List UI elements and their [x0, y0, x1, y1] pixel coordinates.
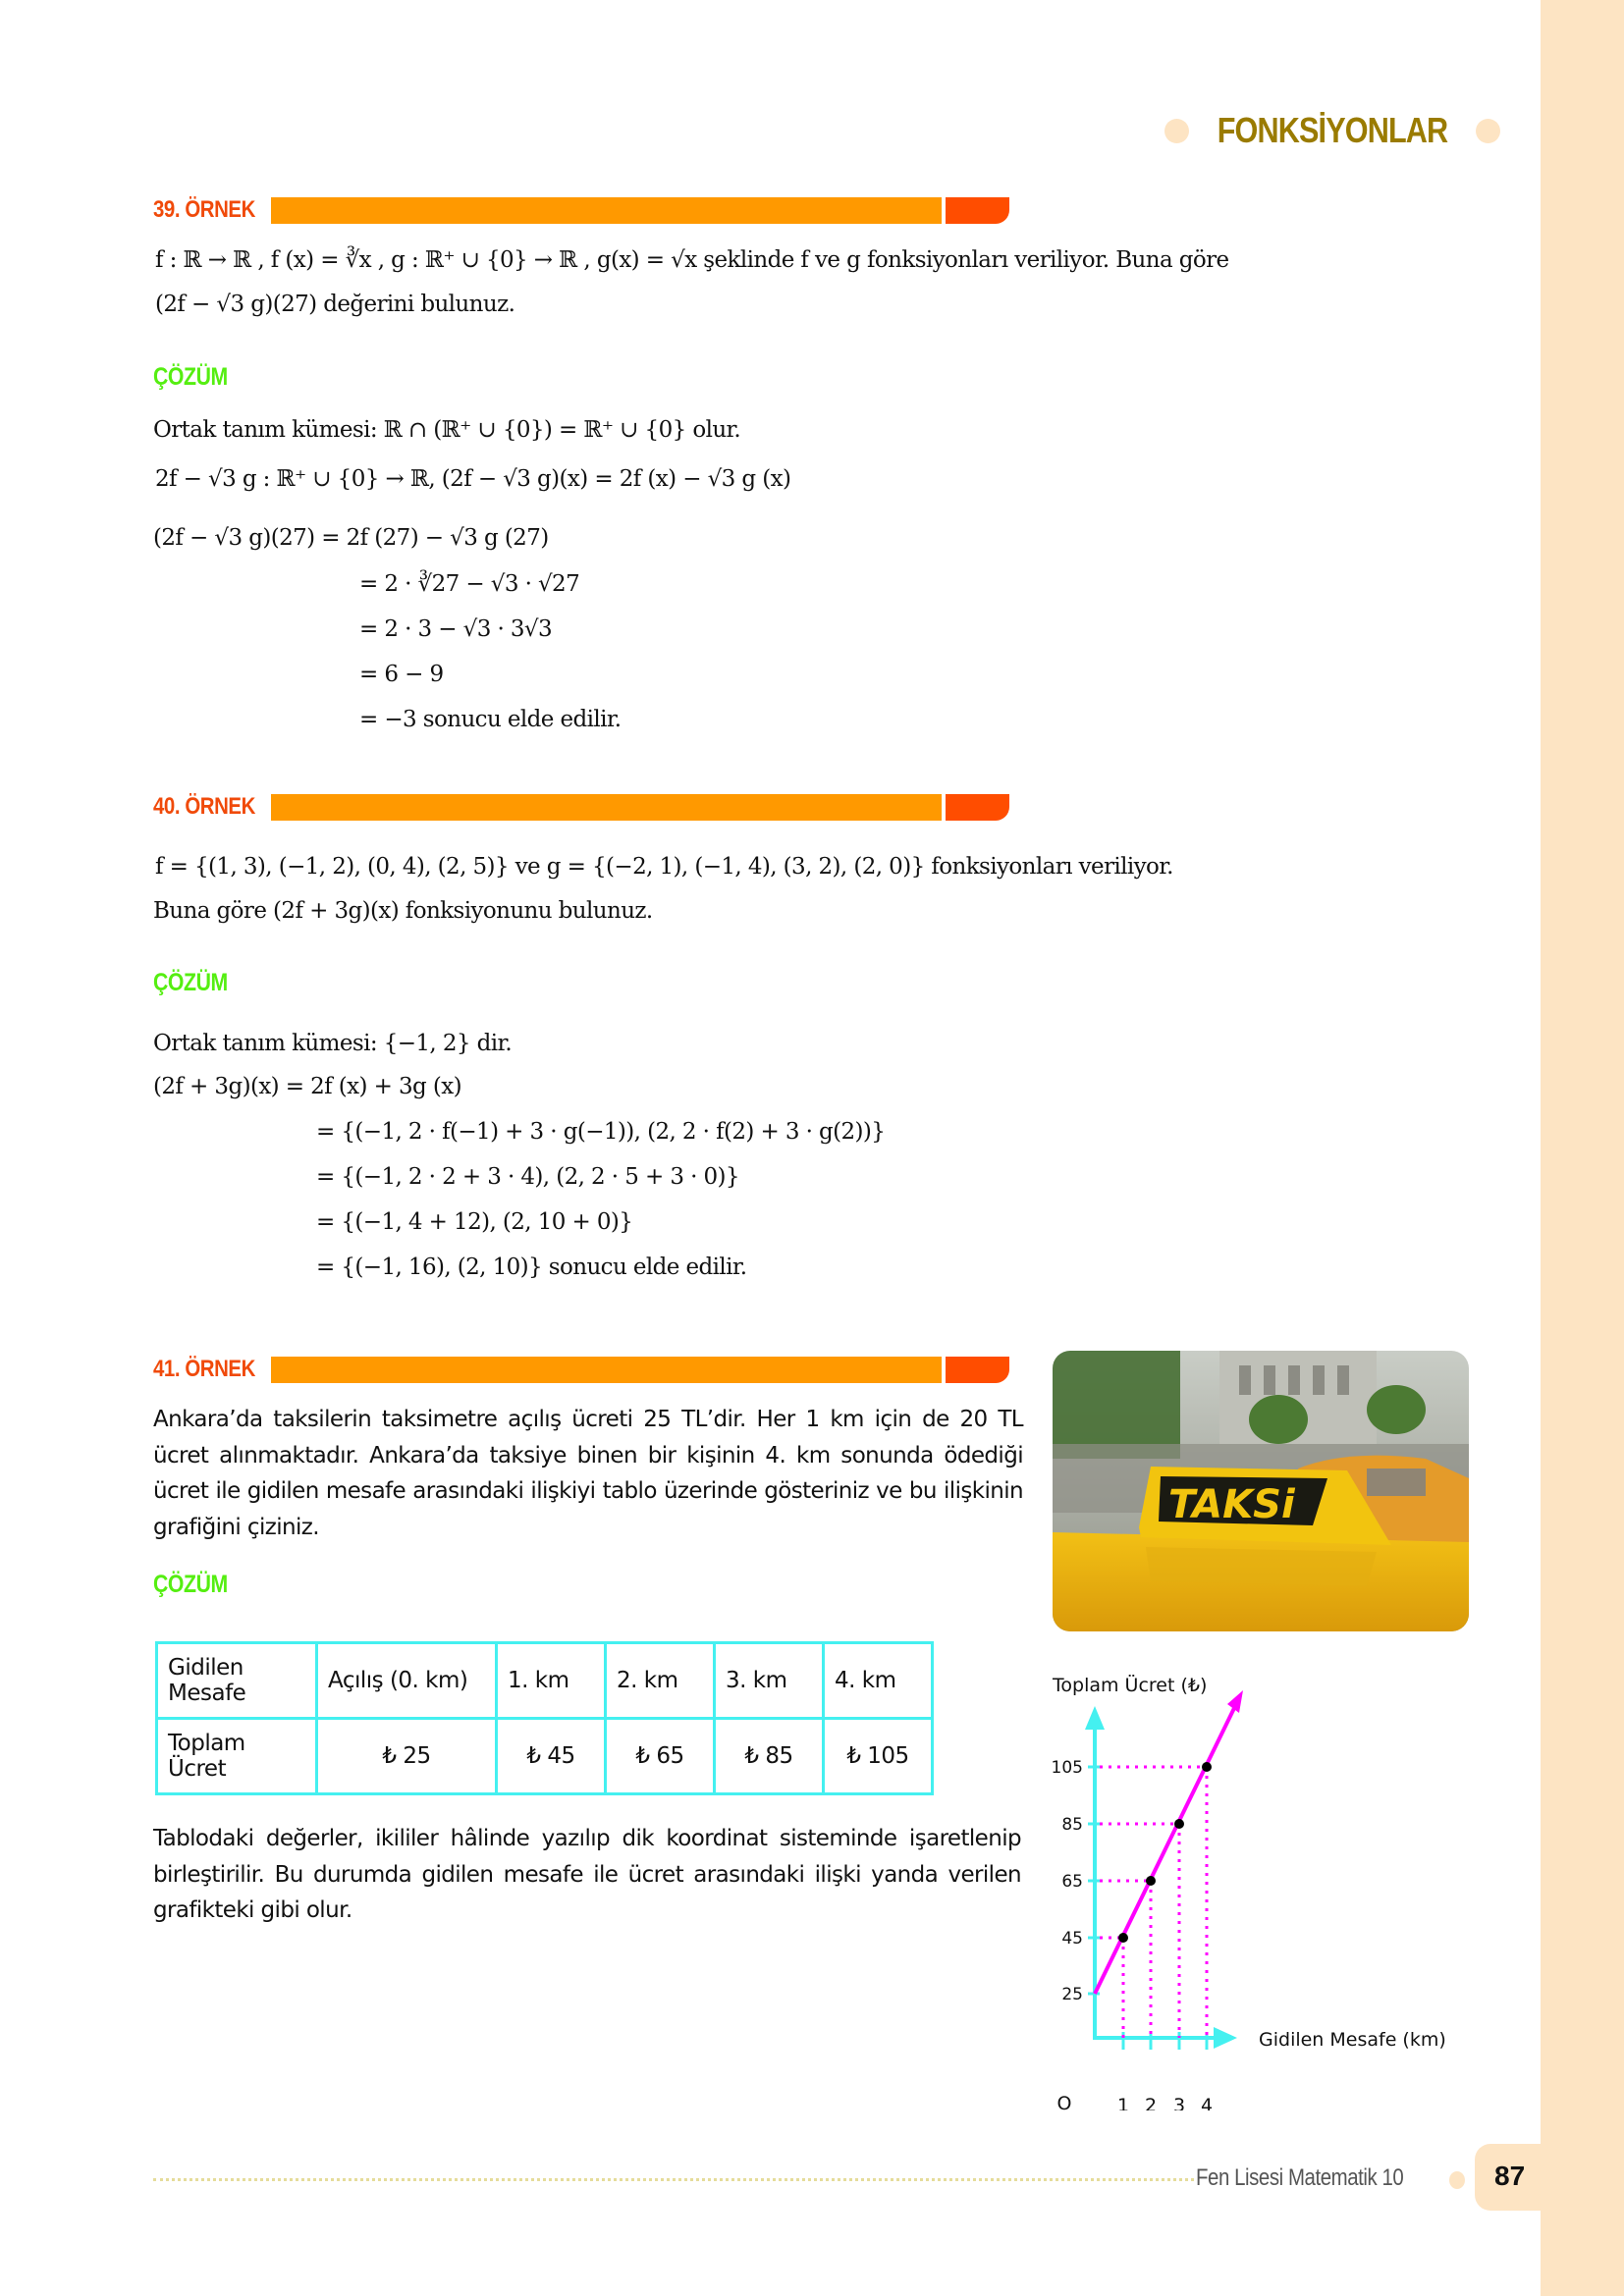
solution-line: Ortak tanım kümesi: ℝ ∩ (ℝ⁺ ∪ {0}) = ℝ⁺ ∪ {0} olur.	[153, 417, 741, 443]
solution-line: (2f − √3 g)(27) = 2f (27) − √3 g (27)	[153, 525, 549, 551]
table-cell: ₺ 105	[824, 1719, 933, 1794]
solution-label: ÇÖZÜM	[153, 363, 228, 391]
solution-line: 2f − √3 g : ℝ⁺ ∪ {0} → ℝ, (2f − √3 g)(x) = 2f (x) − √3 g (x)	[155, 466, 791, 492]
example-label: 41. ÖRNEK	[153, 1356, 255, 1382]
example-40-question-line1: f = {(1, 3), (−1, 2), (0, 4), (2, 5)} ve g = {(−2, 1), (−1, 4), (3, 2), (2, 0)} fonksiyonları veriliyor.	[155, 854, 1173, 880]
svg-text:4: 4	[1200, 2095, 1214, 2110]
solution-line: = {(−1, 4 + 12), (2, 10 + 0)}	[316, 1209, 633, 1235]
solution-line: = 2 · 3 − √3 · 3√3	[359, 616, 553, 642]
row-header: Gidilen Mesafe	[157, 1643, 317, 1719]
chapter-title: FONKSİYONLAR	[1217, 110, 1448, 150]
solution-line: = {(−1, 2 · f(−1) + 3 · g(−1)), (2, 2 · f(2) + 3 · g(2))}	[316, 1119, 886, 1145]
svg-text:O: O	[1056, 2093, 1072, 2110]
example-label: 39. ÖRNEK	[153, 196, 255, 223]
page-number: 87	[1494, 2161, 1526, 2191]
row-header: Toplam Ücret	[157, 1719, 317, 1794]
solution-line: (2f + 3g)(x) = 2f (x) + 3g (x)	[153, 1074, 462, 1099]
example-label: 40. ÖRNEK	[153, 793, 255, 820]
svg-text:1: 1	[1116, 2095, 1130, 2110]
bullet-dot-icon	[1164, 119, 1189, 143]
svg-text:85: 85	[1061, 1815, 1083, 1835]
example-41-question: Ankara’da taksilerin taksimetre açılış ücreti 25 TL’dir. Her 1 km için de 20 TL ücret alınmaktadır. Ankara’da taksiye binen bir kişinin 4. km sonunda ödediği ücret ile gidilen mesafe arasındaki ilişkiyi tablo üzerinde gösteriniz ve bu ilişkinin grafiğini çiziniz.	[153, 1407, 1023, 1540]
solution-label: ÇÖZÜM	[153, 969, 228, 996]
table-cell: ₺ 85	[715, 1719, 824, 1794]
solution-label: ÇÖZÜM	[153, 1571, 228, 1598]
svg-text:TAKSi: TAKSi	[1168, 1482, 1295, 1527]
table-cell: ₺ 65	[606, 1719, 715, 1794]
svg-text:45: 45	[1061, 1929, 1083, 1949]
solution-line: = {(−1, 16), (2, 10)} sonucu elde edilir.	[316, 1255, 747, 1280]
line-arrow-icon	[1227, 1690, 1243, 1713]
table-cell: ₺ 45	[497, 1719, 606, 1794]
example-40-header	[153, 792, 1009, 822]
y-axis-arrow-icon	[1085, 1706, 1105, 1730]
table-row	[157, 1643, 933, 1719]
solution-line: = 6 − 9	[359, 662, 444, 687]
table-cell: 2. km	[606, 1643, 715, 1719]
book-title: Fen Lisesi Matematik 10	[1196, 2164, 1404, 2191]
y-axis-label: Toplam Ücret (₺)	[1053, 1675, 1208, 1696]
bullet-dot-icon	[1476, 119, 1500, 143]
solution-line: = −3 sonucu elde edilir.	[359, 707, 622, 732]
taxi-photo	[1053, 1351, 1469, 1631]
header-bar-end	[946, 197, 1009, 224]
solution-line: = {(−1, 2 · 2 + 3 · 4), (2, 2 · 5 + 3 · 0)}	[316, 1164, 739, 1190]
fare-distance-graph	[1041, 1659, 1473, 2110]
svg-text:105: 105	[1051, 1758, 1083, 1778]
header-bar	[271, 1357, 942, 1383]
x-axis-label: Gidilen Mesafe (km)	[1259, 2029, 1446, 2051]
example-39-question-line2: (2f − √3 g)(27) değerini bulunuz.	[155, 292, 515, 317]
solution-line: = 2 · ∛27 − √3 · √27	[359, 571, 580, 597]
table-cell: Açılış (0. km)	[317, 1643, 497, 1719]
header-bar	[271, 197, 942, 224]
table-cell: 3. km	[715, 1643, 824, 1719]
example-39-question-line1: f : ℝ → ℝ , f (x) = ∛x , g : ℝ⁺ ∪ {0} → ℝ , g(x) = √x şeklinde f ve g fonksiyonları veriliyor. Buna göre	[155, 247, 1229, 273]
fare-line	[1095, 1702, 1237, 1994]
table-cell: ₺ 25	[317, 1719, 497, 1794]
chapter-header	[1164, 110, 1500, 151]
fare-table	[155, 1641, 934, 1795]
header-bar-end	[946, 1357, 1009, 1383]
table-cell: 4. km	[824, 1643, 933, 1719]
side-margin-strip	[1541, 0, 1624, 2296]
header-bar	[271, 794, 942, 821]
table-cell: 1. km	[497, 1643, 606, 1719]
header-bar-end	[946, 794, 1009, 821]
example-41-explanation: Tablodaki değerler, ikililer hâlinde yazılıp dik koordinat sisteminde işaretlenip birleştirilir. Bu durumda gidilen mesafe ile ücret arasındaki ilişki yanda verilen grafikteki gibi olur.	[153, 1826, 1021, 1923]
bullet-dot-icon	[1449, 2171, 1465, 2189]
x-axis-arrow-icon	[1214, 2027, 1237, 2049]
footer-dotted-rule	[153, 2178, 1194, 2181]
example-41-header	[153, 1355, 1009, 1384]
example-40-question-line2: Buna göre (2f + 3g)(x) fonksiyonunu bulunuz.	[153, 898, 653, 924]
solution-line: Ortak tanım kümesi: {−1, 2} dir.	[153, 1031, 513, 1056]
example-39-header	[153, 195, 1009, 225]
table-row	[157, 1719, 933, 1794]
svg-text:65: 65	[1061, 1872, 1083, 1892]
svg-text:3: 3	[1172, 2095, 1186, 2110]
svg-text:2: 2	[1144, 2095, 1158, 2110]
svg-text:25: 25	[1061, 1985, 1083, 2004]
